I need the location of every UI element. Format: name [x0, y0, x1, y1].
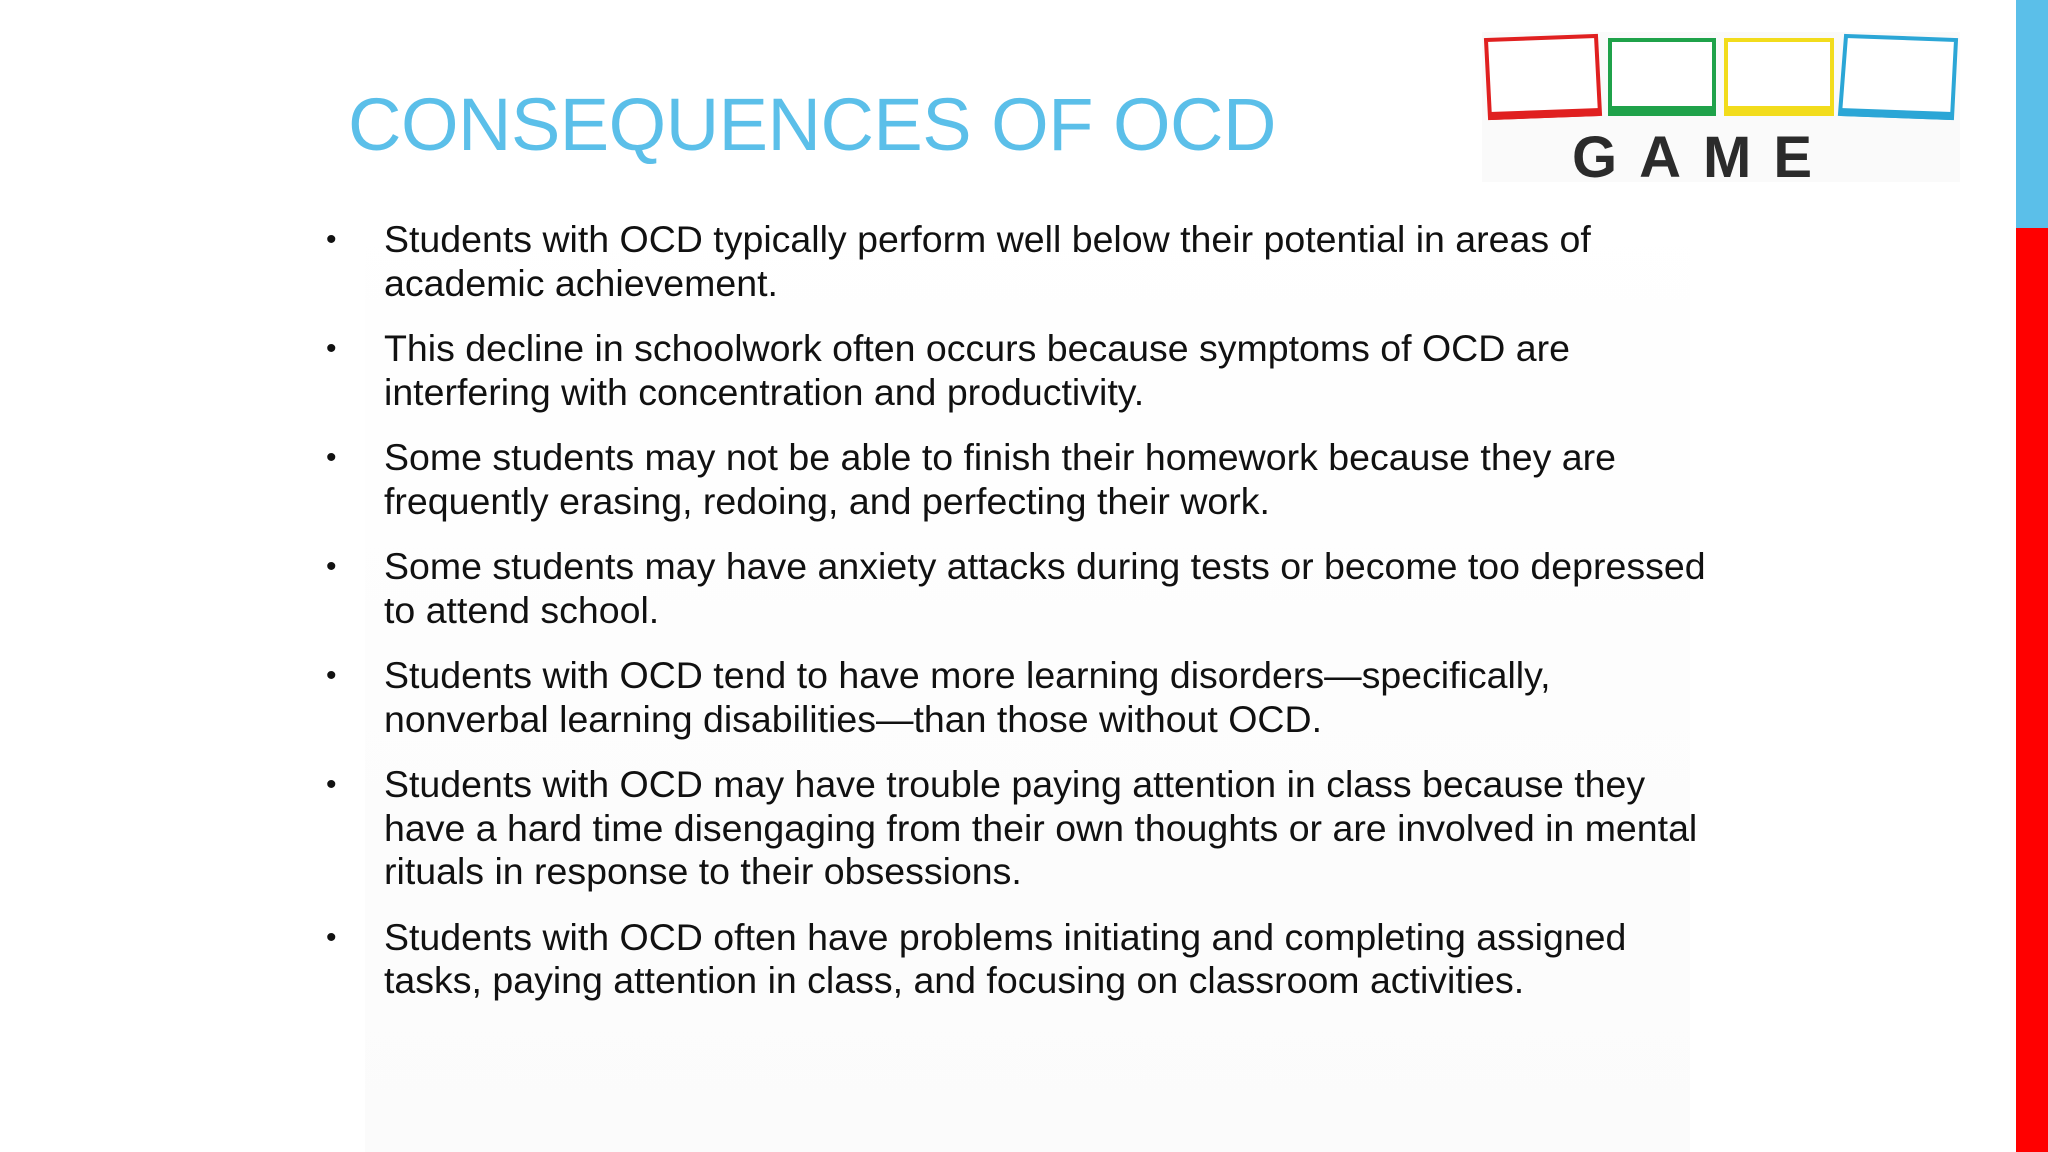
logo-box-green	[1610, 40, 1714, 116]
bullet-item	[320, 545, 1710, 632]
bullet-text: Some students may not be able to finish their homework because they are frequently erasing, redoing, and perfecting their work.	[384, 436, 1616, 522]
bullet-text: Students with OCD often have problems initiating and completing assigned tasks, paying attention in class, and focusing on classroom activities.	[384, 915, 1627, 1001]
bullet-marker: •	[326, 768, 337, 801]
bullet-item	[320, 916, 1710, 1003]
logo-box-yellow	[1726, 40, 1832, 116]
logo-box-blue	[1840, 36, 1956, 120]
bullet-marker: •	[326, 659, 337, 692]
bullet-item	[320, 763, 1710, 894]
bullet-marker: •	[326, 223, 337, 256]
logo-box-red	[1486, 36, 1600, 120]
slide-title: CONSEQUENCES OF OCD	[348, 83, 1276, 166]
bullet-marker: •	[326, 441, 337, 474]
bullet-text: Some students may have anxiety attacks during tests or become too depressed to attend school.	[384, 545, 1706, 631]
game-logo	[1482, 32, 1960, 190]
bullet-item	[320, 327, 1710, 414]
logo-text: GAME	[1572, 125, 1834, 190]
bullet-marker: •	[326, 920, 337, 954]
bullet-item	[320, 436, 1710, 523]
accent-bar-red	[2016, 228, 2048, 1152]
bullet-item	[320, 218, 1710, 305]
bullet-text: Students with OCD may have trouble paying attention in class because they have a hard time disengaging from their own thoughts or are involved in mental rituals in response to their obsessions.	[384, 763, 1698, 892]
bullet-marker: •	[326, 332, 337, 365]
bullet-text: Students with OCD typically perform well below their potential in areas of academic achievement.	[384, 218, 1591, 304]
accent-bar-blue	[2016, 0, 2048, 228]
bullet-text: This decline in schoolwork often occurs because symptoms of OCD are interfering with concentration and productivity.	[384, 327, 1570, 413]
bullet-item	[320, 654, 1710, 741]
bullet-text: Students with OCD tend to have more learning disorders—specifically, nonverbal learning disabilities—than those without OCD.	[384, 654, 1551, 740]
bullet-list	[320, 218, 1710, 1025]
bullet-marker: •	[326, 550, 337, 583]
